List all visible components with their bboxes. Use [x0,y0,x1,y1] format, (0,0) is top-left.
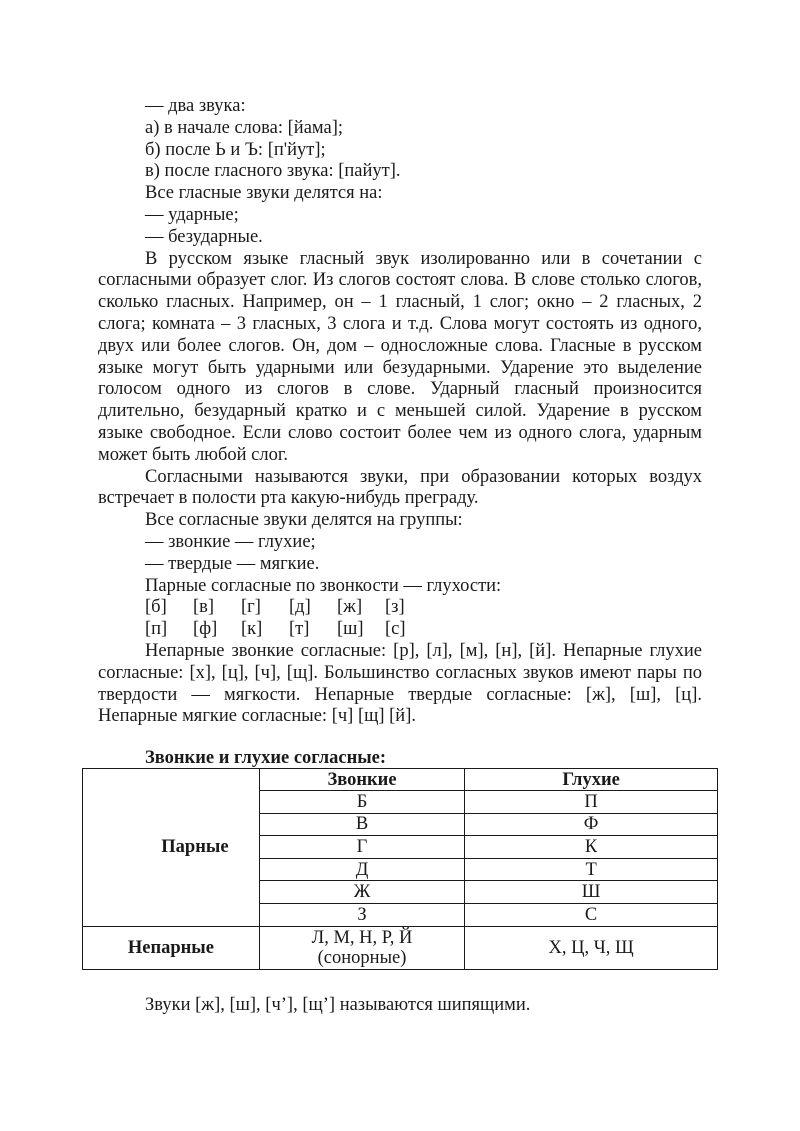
paragraph-syllables: В русском языке гласный звук изолированно или в сочетании с согласными образует слог. Из слогов состоят слова. В слове столько слогов, сколько гласных. Например, он – 1 гласный, 1 слог; окно – 2 гласных, 2 слога; комната – 3 гласных, 3 слога и т.д. Слова могут состоять из одного, двух или более слогов. Он, дом – односложные слова. Гласные в русском языке могут быть ударными или безударными. Ударение это выделение голосом одного из слогов в слове. Ударный гласный произносится длительно, безударный кратко и с меньшей силой. Ударение в русском языке свободное. Если слово состоит более чем из одного слога, ударным может быть любой слог. [98,248,702,465]
footer-text: Звуки [ж], [ш], [ч’], [щ’] называются шипящими. [145,995,531,1015]
voiced-sound: [в] [193,597,215,618]
voiced-cell: Б [259,791,464,814]
voiceless-sound: [ш] [337,619,364,640]
voiceless-sound: [к] [241,619,263,640]
voiceless-header: Глухие [465,769,718,791]
voiceless-cell: Ф [465,813,718,836]
voiced-sound: [з] [385,597,405,618]
voiceless-cell: Ш [465,881,718,904]
text-line: б) после Ь и Ъ: [п'йут]; [145,139,326,160]
voiceless-cell: П [465,791,718,814]
unpaired-voiceless-cell: Х, Ц, Ч, Щ [465,926,718,969]
text-line: Все гласные звуки делятся на: [145,183,383,204]
unpaired-label: Непарные [83,926,260,969]
voiced-header: Звонкие [259,769,464,791]
text-line: Все согласные звуки делятся на группы: [145,510,463,531]
voiceless-sound: [т] [289,619,310,640]
text-line: — два звука: [145,96,246,116]
voiceless-pairs-row [98,619,702,641]
voiceless-sound: [с] [385,619,406,640]
text-line: — ударные; [145,204,239,225]
voiced-cell: Г [259,836,464,859]
consonants-table [82,768,718,970]
table-title: Звонкие и глухие согласные: [145,748,387,768]
text-line: — твердые — мягкие. [145,553,320,574]
voiceless-cell: Т [465,858,718,881]
voiceless-cell: К [465,836,718,859]
voiced-cell: З [259,903,464,926]
unpaired-voiced-note: (сонорные) [317,947,407,968]
unpaired-voiced-cell [259,926,464,969]
paragraph-consonants: Согласными называются звуки, при образовании которых воздух встречает в полости рта какую-нибудь преграду. [98,466,702,509]
paragraph-unpaired: Непарные звонкие согласные: [р], [л], [м], [н], [й]. Непарные глухие согласные: [х], [ц], [ч], [щ]. Большинство согласных звуков имеют пары по твердости — мягкости. Непарные твердые согласные: [ж], [ш], [ц]. Непарные мягкие согласные: [ч] [щ] [й]. [98,640,702,727]
text-line: — звонкие — глухие; [145,531,316,552]
voiceless-cell: С [465,903,718,926]
text-line: Парные согласные по звонкости — глухости: [145,575,502,596]
voiced-sound: [б] [145,597,167,618]
voiced-cell: Д [259,858,464,881]
table-header-row [83,769,718,791]
text-line: в) после гласного звука: [пайут]. [145,161,401,182]
table-row-unpaired [83,926,718,969]
text-line: — безударные. [145,226,263,247]
voiced-pairs-row [98,597,702,619]
text-line: а) в начале слова: [йама]; [145,117,343,138]
unpaired-voiced-letters: Л, М, Н, Р, Й [311,927,413,948]
paired-label: Парные [83,769,260,927]
voiced-cell: В [259,813,464,836]
voiceless-sound: [п] [145,619,168,640]
voiced-cell: Ж [259,881,464,904]
voiced-sound: [д] [289,597,311,618]
main-text [98,96,702,728]
voiceless-sound: [ф] [193,619,218,640]
voiced-sound: [г] [241,597,261,618]
voiced-sound: [ж] [337,597,363,618]
